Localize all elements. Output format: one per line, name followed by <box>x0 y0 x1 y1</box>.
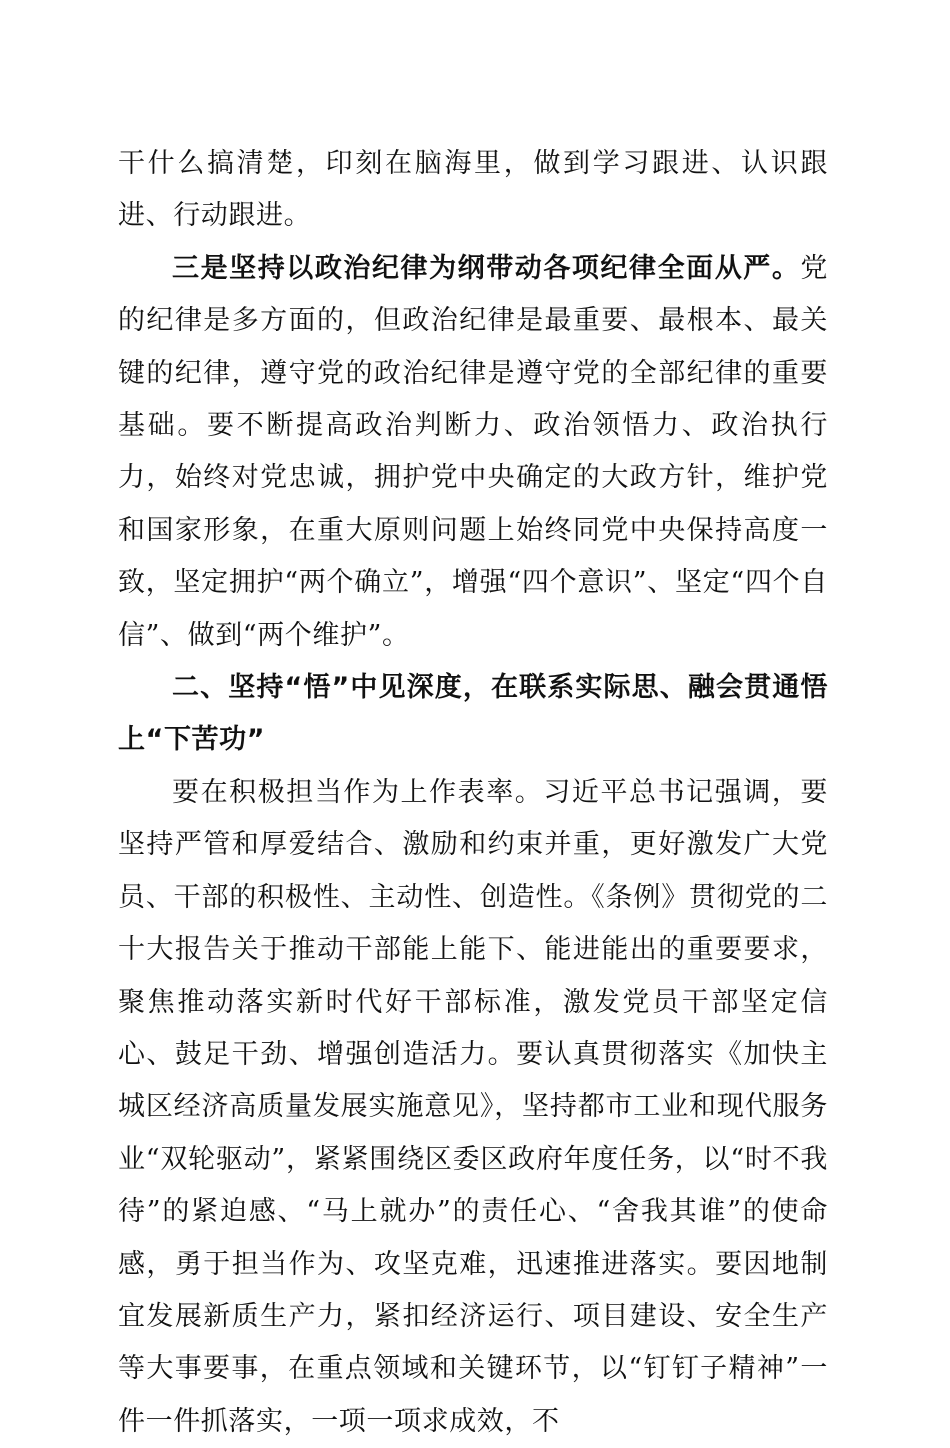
paragraph-body-text: 党的纪律是多方面的，但政治纪律是最重要、最根本、最关键的纪律，遵守党的政治纪律是遵守党的全部纪律的重要基础。要不断提高政治判断力、政治领悟力、政治执行力，始终对党忠诚，拥护党中央确定的大政方针，维护党和国家形象，在重大原则问题上始终同党中央保持高度一致，坚定拥护“两个确立”，增强“四个意识”、坚定“四个自信”、做到“两个维护”。 <box>118 252 828 651</box>
section-heading: 二、坚持“悟”中见深度，在联系实际思、融会贯通悟上“下苦功” <box>118 672 828 756</box>
paragraph-section-two-body: 要在积极担当作为上作表率。习近平总书记强调，要坚持严管和厚爱结合、激励和约束并重，更好激发广大党员、干部的积极性、主动性、创造性。《条例》贯彻党的二十大报告关于推动干部能上能下、能进能出的重要要求，聚焦推动落实新时代好干部标准，激发党员干部坚定信心、鼓足干劲、增强创造活力。要认真贯彻落实《加快主城区经济高质量发展实施意见》，坚持都市工业和现代服务业“双轮驱动”，紧紧围绕区委区政府年度任务，以“时不我待”的紧迫感、“马上就办”的责任心、“舍我其谁”的使命感，勇于担当作为、攻坚克难，迅速推进落实。要因地制宜发展新质生产力，紧扣经济运行、项目建设、安全生产等大事要事，在重点领域和关键环节，以“钉钉子精神”一件一件抓落实，一项一项求成效，不 <box>118 776 828 1437</box>
paragraph-continuation: 干什么搞清楚，印刻在脑海里，做到学习跟进、认识跟进、行动跟进。 <box>118 148 828 232</box>
paragraph-point-three <box>118 243 828 662</box>
paragraph-lead-sentence: 三是坚持以政治纪律为纲带动各项纪律全面从严。 <box>172 252 801 284</box>
document-body <box>118 138 828 1448</box>
